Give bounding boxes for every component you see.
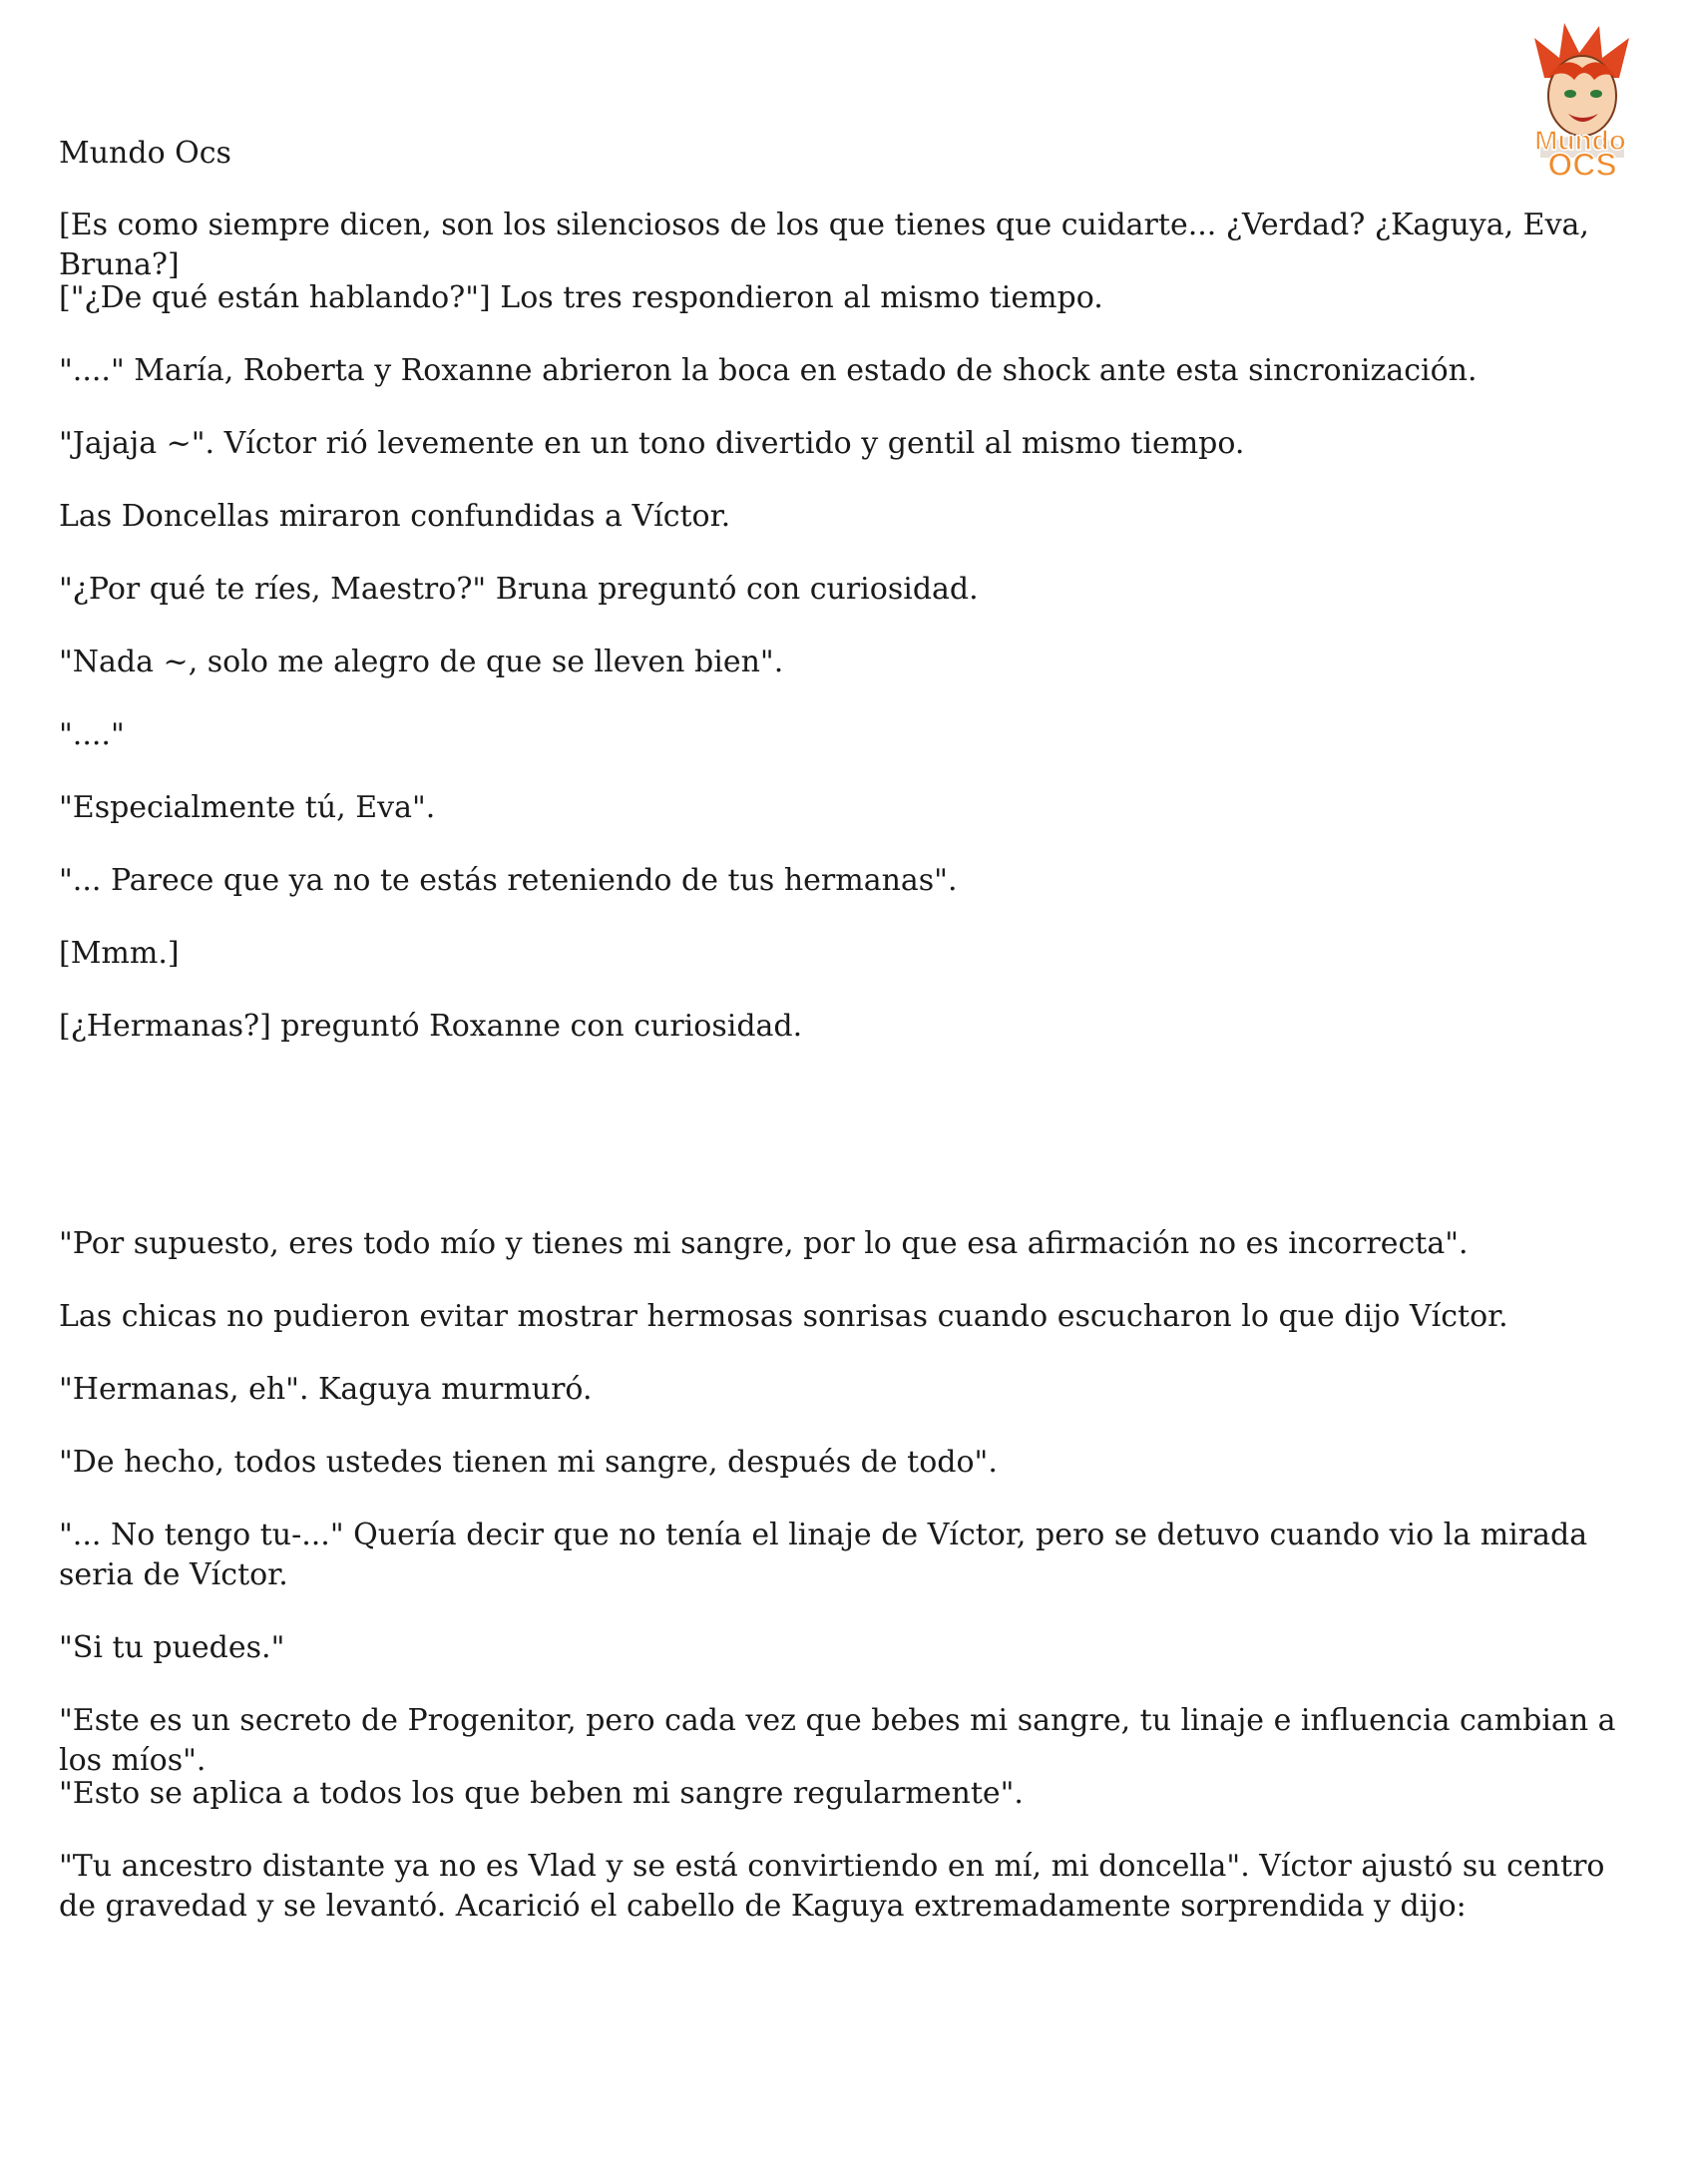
paragraph: "Jajaja ~". Víctor rió levemente en un tono divertido y gentil al mismo tiempo. [59,426,1245,461]
paragraph: "...." María, Roberta y Roxanne abrieron la boca en estado de shock ante esta sincronización. [59,353,1477,388]
paragraph: "Por supuesto, eres todo mío y tienes mi sangre, por lo que esa afirmación no es incorrecta". [59,1226,1469,1261]
paragraph: "Este es un secreto de Progenitor, pero cada vez que bebes mi sangre, tu linaje e influencia cambian a los míos". [59,1703,1616,1778]
paragraph: ["¿De qué están hablando?"] Los tres respondieron al mismo tiempo. [59,280,1103,315]
paragraph: [Es como siempre dicen, son los silenciosos de los que tienes que cuidarte... ¿Verdad? ¿Kaguya, Eva, Bruna?] [59,208,1589,282]
paragraph: "Nada ~, solo me alegro de que se lleven bien". [59,645,784,679]
paragraph: "... No tengo tu-..." Quería decir que no tenía el linaje de Víctor, pero se detuvo cuando vio la mirada seria de Víctor. [59,1518,1588,1592]
document-header-title: Mundo Ocs [59,136,231,171]
paragraph: "...." [59,717,125,752]
mundo-ocs-logo [1504,18,1656,180]
paragraph: "... Parece que ya no te estás reteniendo de tus hermanas". [59,863,958,898]
paragraph: "¿Por qué te ríes, Maestro?" Bruna preguntó con curiosidad. [59,572,979,607]
paragraph: "Si tu puedes." [59,1630,285,1665]
logo-text-bottom: OCS [1547,147,1617,180]
paragraph: "De hecho, todos ustedes tienen mi sangre, después de todo". [59,1445,998,1480]
paragraph: [¿Hermanas?] preguntó Roxanne con curiosidad. [59,1009,803,1044]
logo-text-top: Mundo [1534,125,1626,156]
paragraph: "Hermanas, eh". Kaguya murmuró. [59,1372,593,1407]
paragraph: Las chicas no pudieron evitar mostrar hermosas sonrisas cuando escucharon lo que dijo Víctor. [59,1299,1508,1334]
paragraph: "Especialmente tú, Eva". [59,790,436,825]
paragraph: [Mmm.] [59,936,180,971]
paragraph: "Esto se aplica a todos los que beben mi sangre regularmente". [59,1776,1024,1811]
paragraph: Las Doncellas miraron confundidas a Víctor. [59,499,731,534]
paragraph: "Tu ancestro distante ya no es Vlad y se está convirtiendo en mí, mi doncella". Víctor ajustó su centro de gravedad y se levantó. Acarició el cabello de Kaguya extremadamente sorprendida y dijo: [59,1849,1605,1924]
